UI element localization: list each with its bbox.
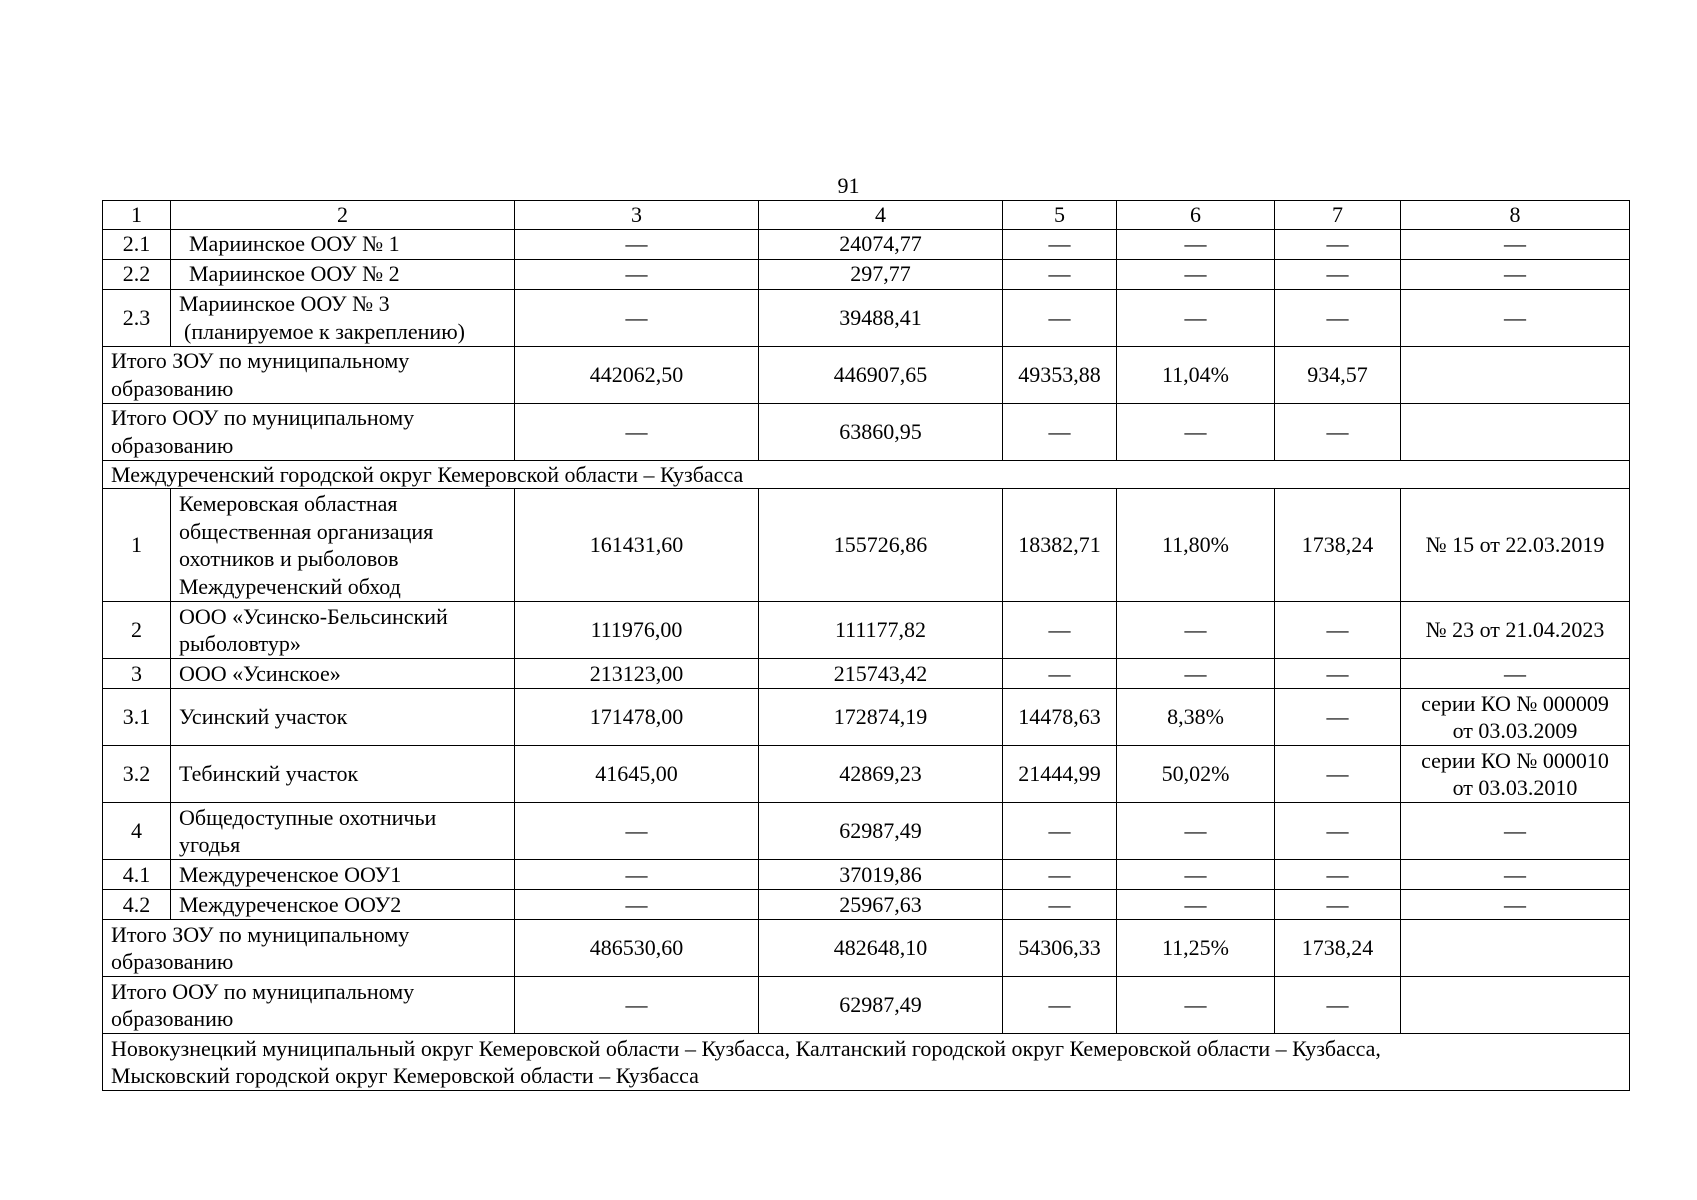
- dash-cell: —: [1003, 890, 1117, 920]
- row-title-line: Мариинское ООУ № 3: [179, 291, 390, 316]
- dash-cell: —: [1401, 803, 1630, 860]
- row-title-line: рыболовтур»: [179, 631, 301, 656]
- value-cell: 42869,23: [759, 746, 1003, 803]
- row-title: Междуреченское ООУ2: [171, 890, 515, 920]
- value-cell: 50,02%: [1117, 746, 1275, 803]
- value-cell: 171478,00: [515, 689, 759, 746]
- total-label: [103, 977, 515, 1034]
- dash-cell: —: [515, 229, 759, 259]
- row-title: ООО «Усинское»: [171, 659, 515, 689]
- value-cell: 934,57: [1275, 346, 1401, 403]
- dash-cell: —: [1117, 803, 1275, 860]
- dash-cell: —: [1003, 803, 1117, 860]
- dash-cell: —: [1003, 289, 1117, 346]
- document-cell: № 15 от 22.03.2019: [1401, 489, 1630, 602]
- document-line: от 03.03.2009: [1452, 718, 1578, 743]
- dash-cell: —: [1275, 689, 1401, 746]
- dash-cell: —: [1117, 403, 1275, 460]
- value-cell: 446907,65: [759, 346, 1003, 403]
- value-cell: 11,80%: [1117, 489, 1275, 602]
- section-title-line: Мысковский городской округ Кемеровской области – Кузбасса: [111, 1063, 699, 1088]
- value-cell: 41645,00: [515, 746, 759, 803]
- value-cell: 8,38%: [1117, 689, 1275, 746]
- row-title-line: Кемеровская областная: [179, 491, 398, 516]
- document-cell: № 23 от 21.04.2023: [1401, 602, 1630, 659]
- value-cell: 482648,10: [759, 920, 1003, 977]
- dash-cell: —: [515, 890, 759, 920]
- row-number: 4.2: [103, 890, 171, 920]
- total-label-line: Итого ЗОУ по муниципальному: [111, 921, 410, 947]
- dash-cell: —: [1117, 659, 1275, 689]
- dash-cell: —: [515, 803, 759, 860]
- dash-cell: —: [515, 259, 759, 289]
- total-row: [103, 920, 1630, 977]
- row-title-line: охотников и рыболовов: [179, 546, 399, 571]
- section-row: [103, 1034, 1630, 1091]
- total-label: [103, 403, 515, 460]
- value-cell: 14478,63: [1003, 689, 1117, 746]
- dash-cell: —: [1401, 289, 1630, 346]
- section-title: [103, 1034, 1630, 1091]
- section-row: [103, 460, 1630, 489]
- total-label-line: Итого ЗОУ по муниципальному: [111, 348, 410, 373]
- value-cell: 111976,00: [515, 602, 759, 659]
- table-row: [103, 890, 1630, 920]
- row-number: 4: [103, 803, 171, 860]
- dash-cell: —: [1401, 229, 1630, 259]
- page-number: 91: [837, 173, 860, 198]
- document-line: от 03.03.2010: [1452, 775, 1578, 800]
- total-label-line: Итого ООУ по муниципальному: [111, 405, 415, 430]
- row-title: [171, 803, 515, 860]
- value-cell: 18382,71: [1003, 489, 1117, 602]
- total-label-line: Итого ООУ по муниципальному: [111, 978, 415, 1004]
- row-title-line: угодья: [179, 832, 241, 857]
- table-row: [103, 746, 1630, 803]
- value-cell: 213123,00: [515, 659, 759, 689]
- table-row: [103, 229, 1630, 259]
- dash-cell: —: [1275, 602, 1401, 659]
- dash-cell: —: [1275, 229, 1401, 259]
- value-cell: 172874,19: [759, 689, 1003, 746]
- row-title: Тебинский участок: [171, 746, 515, 803]
- dash-cell: —: [1275, 803, 1401, 860]
- dash-cell: —: [1275, 977, 1401, 1034]
- header-cell: 4: [759, 201, 1003, 230]
- dash-cell: —: [1275, 860, 1401, 890]
- document-cell: [1401, 746, 1630, 803]
- dash-cell: —: [1401, 890, 1630, 920]
- value-cell: 49353,88: [1003, 346, 1117, 403]
- data-table: [102, 200, 1630, 1091]
- value-cell: 155726,86: [759, 489, 1003, 602]
- dash-cell: —: [1275, 403, 1401, 460]
- dash-cell: —: [515, 403, 759, 460]
- dash-cell: —: [1003, 659, 1117, 689]
- row-title: Мариинское ООУ № 2: [171, 259, 515, 289]
- dash-cell: —: [1117, 259, 1275, 289]
- dash-cell: —: [1117, 860, 1275, 890]
- value-cell: 63860,95: [759, 403, 1003, 460]
- table-row: [103, 860, 1630, 890]
- dash-cell: —: [1275, 259, 1401, 289]
- total-label-line: образованию: [111, 1006, 234, 1031]
- document-cell: [1401, 689, 1630, 746]
- empty-cell: [1401, 403, 1630, 460]
- row-number: 4.1: [103, 860, 171, 890]
- document-line: серии КО № 000009: [1421, 690, 1609, 716]
- row-number: 2.3: [103, 289, 171, 346]
- table-row: [103, 689, 1630, 746]
- value-cell: 62987,49: [759, 977, 1003, 1034]
- dash-cell: —: [1401, 860, 1630, 890]
- row-number: 3.2: [103, 746, 171, 803]
- value-cell: 161431,60: [515, 489, 759, 602]
- empty-cell: [1401, 346, 1630, 403]
- value-cell: 39488,41: [759, 289, 1003, 346]
- row-title: [171, 489, 515, 602]
- header-cell: 3: [515, 201, 759, 230]
- dash-cell: —: [515, 977, 759, 1034]
- value-cell: 25967,63: [759, 890, 1003, 920]
- value-cell: 11,25%: [1117, 920, 1275, 977]
- row-title-line: Междуреченский обход: [179, 573, 401, 599]
- row-title-line: общественная организация: [179, 518, 434, 544]
- total-label: [103, 346, 515, 403]
- row-number: 2.2: [103, 259, 171, 289]
- table-row: [103, 659, 1630, 689]
- dash-cell: —: [1117, 977, 1275, 1034]
- dash-cell: —: [1401, 659, 1630, 689]
- row-title: [171, 602, 515, 659]
- value-cell: 297,77: [759, 259, 1003, 289]
- table-row: [103, 259, 1630, 289]
- value-cell: 442062,50: [515, 346, 759, 403]
- empty-cell: [1401, 977, 1630, 1034]
- value-cell: 21444,99: [1003, 746, 1117, 803]
- dash-cell: —: [1003, 860, 1117, 890]
- dash-cell: —: [1117, 890, 1275, 920]
- value-cell: 111177,82: [759, 602, 1003, 659]
- table-row: [103, 489, 1630, 602]
- value-cell: 24074,77: [759, 229, 1003, 259]
- dash-cell: —: [1003, 403, 1117, 460]
- header-cell: 7: [1275, 201, 1401, 230]
- section-title: Междуреченский городской округ Кемеровской области – Кузбасса: [103, 460, 1630, 489]
- row-title: [171, 289, 515, 346]
- table-row: [103, 602, 1630, 659]
- dash-cell: —: [515, 860, 759, 890]
- dash-cell: —: [1003, 977, 1117, 1034]
- dash-cell: —: [1275, 746, 1401, 803]
- document-line: серии КО № 000010: [1421, 747, 1609, 773]
- row-title-line: ООО «Усинско-Бельсинский: [179, 603, 448, 629]
- header-cell: 5: [1003, 201, 1117, 230]
- value-cell: 215743,42: [759, 659, 1003, 689]
- dash-cell: —: [1117, 602, 1275, 659]
- total-label: [103, 920, 515, 977]
- dash-cell: —: [1275, 659, 1401, 689]
- table-row: [103, 803, 1630, 860]
- dash-cell: —: [1003, 229, 1117, 259]
- row-title: Мариинское ООУ № 1: [171, 229, 515, 259]
- row-title: Усинский участок: [171, 689, 515, 746]
- value-cell: 11,04%: [1117, 346, 1275, 403]
- row-title: Междуреченское ООУ1: [171, 860, 515, 890]
- total-label-line: образованию: [111, 432, 234, 458]
- value-cell: 486530,60: [515, 920, 759, 977]
- header-cell: 6: [1117, 201, 1275, 230]
- row-number: 2.1: [103, 229, 171, 259]
- total-row: [103, 403, 1630, 460]
- value-cell: 1738,24: [1275, 920, 1401, 977]
- total-label-line: образованию: [111, 375, 234, 401]
- dash-cell: —: [1275, 289, 1401, 346]
- table-row: [103, 289, 1630, 346]
- row-number: 1: [103, 489, 171, 602]
- row-number: 3.1: [103, 689, 171, 746]
- value-cell: 54306,33: [1003, 920, 1117, 977]
- total-row: [103, 977, 1630, 1034]
- section-title-line: Новокузнецкий муниципальный округ Кемеровской области – Кузбасса, Калтанский городской округ Кемеровской области – Кузбасса,: [111, 1035, 1381, 1061]
- value-cell: 62987,49: [759, 803, 1003, 860]
- dash-cell: —: [1003, 602, 1117, 659]
- row-number: 2: [103, 602, 171, 659]
- dash-cell: —: [515, 289, 759, 346]
- total-label-line: образованию: [111, 949, 234, 974]
- empty-cell: [1401, 920, 1630, 977]
- header-cell: 1: [103, 201, 171, 230]
- value-cell: 37019,86: [759, 860, 1003, 890]
- row-number: 3: [103, 659, 171, 689]
- total-row: [103, 346, 1630, 403]
- row-title-line: Общедоступные охотничьи: [179, 804, 437, 830]
- dash-cell: —: [1117, 289, 1275, 346]
- header-cell: 8: [1401, 201, 1630, 230]
- table-header-row: [103, 201, 1630, 230]
- dash-cell: —: [1401, 259, 1630, 289]
- row-title-line: (планируемое к закреплению): [184, 318, 465, 344]
- dash-cell: —: [1003, 259, 1117, 289]
- dash-cell: —: [1117, 229, 1275, 259]
- value-cell: 1738,24: [1275, 489, 1401, 602]
- dash-cell: —: [1275, 890, 1401, 920]
- header-cell: 2: [171, 201, 515, 230]
